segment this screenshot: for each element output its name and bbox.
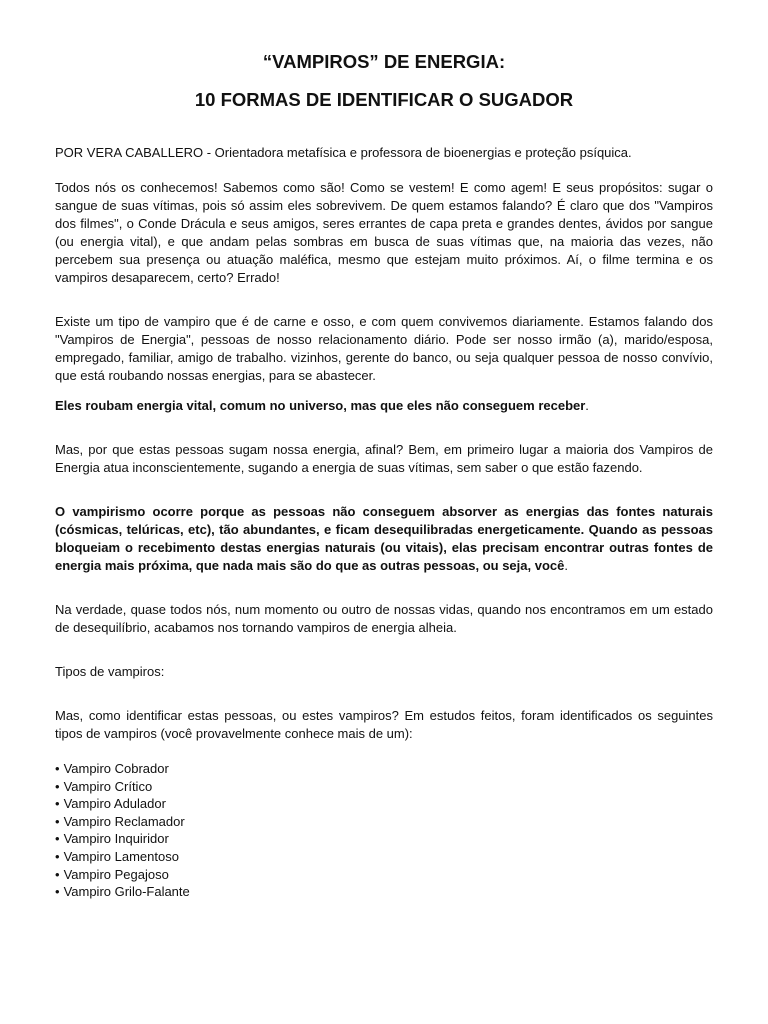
document-title: “VAMPIROS” DE ENERGIA: bbox=[262, 51, 506, 72]
vampirism-bold-text: O vampirismo ocorre porque as pessoas não conseguem absorver as energias das fontes naturais (cósmicas, telúricas, etc), tão abundantes, e ficam desequilibradas energeticamente. Quando as pessoas bloqueiam o recebimento destas energias naturais (ou vitais), elas precisam encontrar outras fontes de energia mais próxima, que nada mais são do que as outras pessoas, ou seja, você bbox=[55, 504, 713, 573]
paragraph-vampirism bbox=[55, 503, 713, 575]
document-page bbox=[55, 50, 713, 901]
paragraph-truth: Na verdade, quase todos nós, num momento ou outro de nossas vidas, quando nos encontramos em um estado de desequilíbrio, acabamos nos tornando vampiros de energia alheia. bbox=[55, 602, 713, 635]
vampire-types-list bbox=[55, 760, 713, 901]
steal-bold-text: Eles roubam energia vital, comum no universo, mas que eles não conseguem receber bbox=[55, 398, 586, 413]
paragraph-why: Mas, por que estas pessoas sugam nossa energia, afinal? Bem, em primeiro lugar a maioria dos Vampiros de Energia atua inconscientemente, sugando a energia de suas vítimas, sem saber o que estão fazendo. bbox=[55, 442, 713, 475]
paragraph-steal bbox=[55, 397, 713, 415]
types-heading: Tipos de vampiros: bbox=[55, 664, 165, 679]
paragraph-identify: Mas, como identificar estas pessoas, ou estes vampiros? Em estudos feitos, foram identificados os seguintes tipos de vampiros (você provavelmente conhece mais de um): bbox=[55, 708, 713, 741]
paragraph-real-vampires: Existe um tipo de vampiro que é de carne e osso, e com quem convivemos diariamente. Estamos falando dos "Vampiros de Energia", pessoas de nosso relacionamento diário. Pode ser nosso irmão (a), marido/esposa, empregado, familiar, amigo de trabalho. vizinhos, gerente do banco, ou seja qualquer pessoa de nosso convívio, que está roubando nossas energias, para se abastecer. bbox=[55, 314, 713, 383]
steal-end-text: . bbox=[585, 398, 589, 413]
document-subtitle: 10 FORMAS DE IDENTIFICAR O SUGADOR bbox=[194, 89, 574, 110]
list-item: • Vampiro Adulador bbox=[55, 795, 713, 813]
vampirism-end-text: . bbox=[564, 558, 568, 573]
paragraph-intro: Todos nós os conhecemos! Sabemos como são! Como se vestem! E como agem! E seus propósitos: sugar o sangue de suas vítimas, pois só assim eles sobrevivem. De quem estamos falando? É claro que dos "Vampiros dos filmes", o Conde Drácula e seus amigos, seres errantes de capa preta e grandes dentes, ávidos por sangue (ou energia vital), e que andam pelas sombras em busca de suas vítimas que, na maioria das vezes, não percebem sua presença ou atuação maléfica, mesmo que estejam muito próximos. Aí, o filme termina e os vampiros desaparecem, certo? Errado! bbox=[55, 180, 713, 285]
list-item: • Vampiro Pegajoso bbox=[55, 866, 713, 884]
list-item: • Vampiro Inquiridor bbox=[55, 830, 713, 848]
author-line: POR VERA CABALLERO - Orientadora metafísica e professora de bioenergias e proteção psíquica. bbox=[55, 145, 632, 160]
list-item: • Vampiro Lamentoso bbox=[55, 848, 713, 866]
list-item: • Vampiro Grilo-Falante bbox=[55, 883, 713, 901]
list-item: • Vampiro Cobrador bbox=[55, 760, 713, 778]
list-item: • Vampiro Crítico bbox=[55, 778, 713, 796]
list-item: • Vampiro Reclamador bbox=[55, 813, 713, 831]
